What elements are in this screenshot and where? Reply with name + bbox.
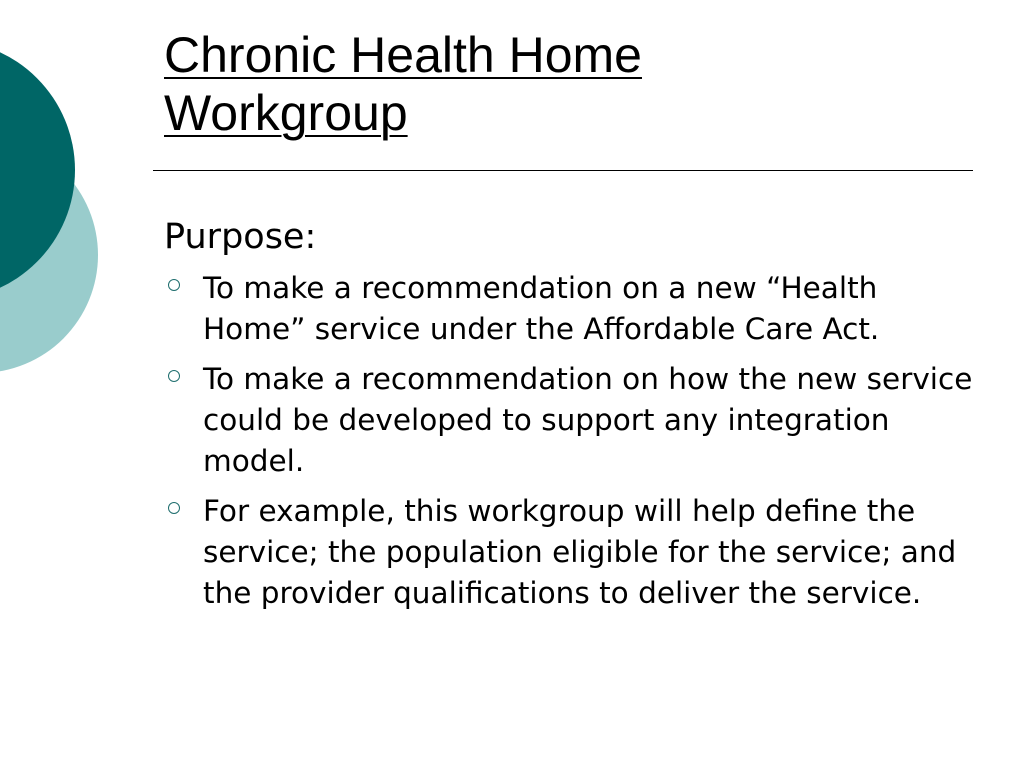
purpose-heading: Purpose:: [164, 217, 317, 257]
bullet-text: To make a recommendation on a new “Health Home” service under the Affordable Care Act.: [203, 271, 880, 346]
bullet-text: To make a recommendation on how the new service could be developed to support any integration model.: [203, 362, 973, 478]
bullet-item: [164, 491, 974, 614]
bullet-text: For example, this workgroup will help define the service; the population eligible for the service; and the provider qualifications to deliver the service.: [203, 494, 957, 610]
decorative-circles: [0, 0, 110, 420]
slide-title-line-2: Workgroup: [164, 85, 408, 141]
hollow-circle-bullet-icon: [168, 279, 180, 291]
bullet-item: [164, 359, 974, 482]
title-divider: [153, 170, 973, 171]
bullet-item: [164, 268, 974, 350]
slide-title-line-1: Chronic Health Home: [164, 27, 642, 83]
hollow-circle-bullet-icon: [168, 370, 180, 382]
bullet-list: [164, 268, 974, 623]
hollow-circle-bullet-icon: [168, 502, 180, 514]
slide-title: [164, 26, 964, 142]
